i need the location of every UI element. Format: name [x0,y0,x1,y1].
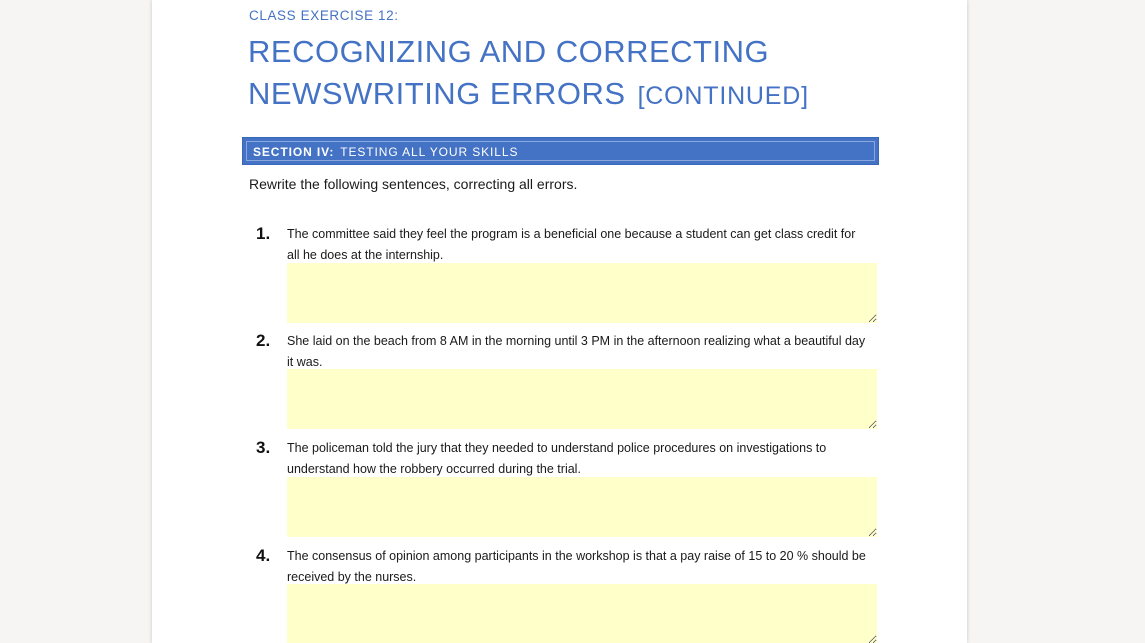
instructions-text: Rewrite the following sentences, correcting all errors. [249,176,578,192]
page-title [248,31,809,117]
item-sentence: The committee said they feel the program is a beneficial one because a student can get class credit for all he does at the internship. [287,227,856,262]
title-line-2 [248,73,809,117]
item-number: 4. [256,546,271,565]
document-page [152,0,967,643]
section-header-label [253,145,518,159]
section-name: TESTING ALL YOUR SKILLS [340,145,519,159]
title-line-1: RECOGNIZING AND CORRECTING [248,34,770,69]
item-number: 3. [256,438,271,457]
item-sentence: The policeman told the jury that they needed to understand police procedures on investigations to understand how the robbery occurred during the trial. [287,441,827,476]
item-sentence: She laid on the beach from 8 AM in the morning until 3 PM in the afternoon realizing what a beautiful day it was. [287,334,866,369]
item-number: 2. [256,331,271,350]
title-suffix: [CONTINUED] [637,82,809,110]
answer-field-3[interactable] [287,477,877,537]
answer-field-4[interactable] [287,584,877,643]
exercise-kicker: CLASS EXERCISE 12: [249,8,399,23]
section-header-bar [242,137,879,165]
section-number: SECTION IV: [253,145,335,159]
item-number: 1. [256,224,271,243]
title-line-2-text: NEWSWRITING ERRORS [248,76,626,111]
answer-field-2[interactable] [287,369,877,429]
item-sentence: The consensus of opinion among participants in the workshop is that a pay raise of 15 to 20 % should be received by the nurses. [287,549,866,584]
answer-field-1[interactable] [287,263,877,323]
